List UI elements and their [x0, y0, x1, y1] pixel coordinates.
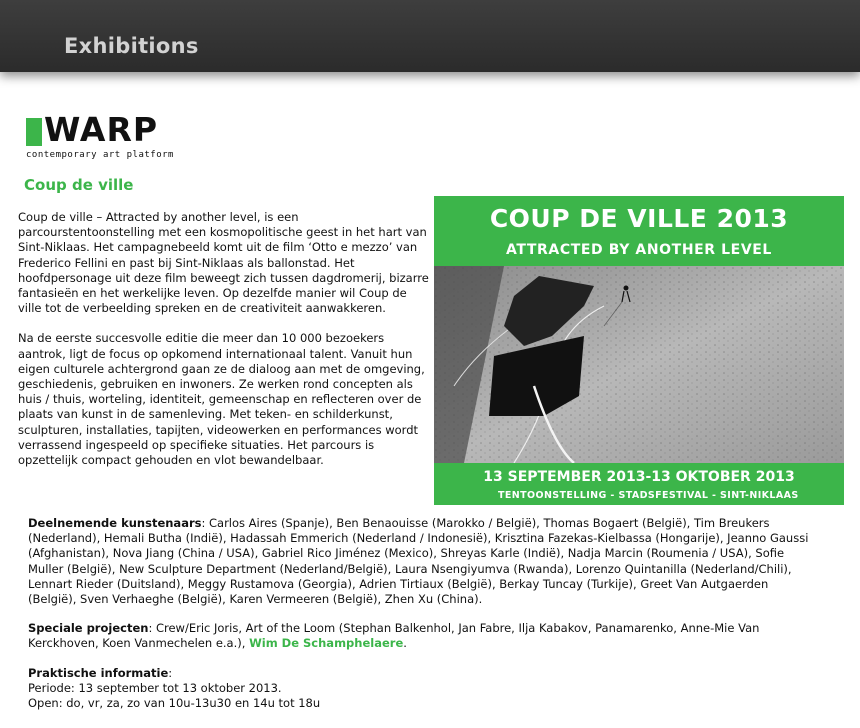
poster-title: COUP DE VILLE 2013: [489, 204, 789, 233]
details-text: [28, 516, 818, 725]
opening-hours-line: Open: do, vr, za, zo van 10u-13u30 en 14u tot 18u: [28, 696, 321, 711]
intro-paragraph-2: Na de eerste succesvolle editie die meer dan 10 000 bezoekers aantrok, ligt de focus op opkomend internationaal talent. Vanuit hun eigen culturele achtergrond gaan ze de dialoog aan met de omgeving, geschiedenis, gebruiken en inwoners. Ze werken rond concepten als huis / thuis, worteling, identiteit, gemeenschap en reflecteren over de plaats van kunst in de samenleving. Met teken- en schilderkunst, sculpturen, installaties, tapijten, videowerken en performances wordt verrassend ingespeeld op specifieke situaties. Het parcours is opzettelijk compact gehouden en vlot bewandelbaar.: [18, 331, 425, 468]
logo-green-bar: [26, 118, 42, 146]
page-title: Exhibitions: [64, 34, 199, 58]
poster-photo: [434, 266, 844, 463]
wim-de-schamphelaere-link[interactable]: Wim De Schamphelaere: [249, 636, 404, 651]
artists-label: Deelnemende kunstenaars: [28, 516, 202, 530]
special-projects-label: Speciale projecten: [28, 621, 149, 636]
artists-paragraph: [28, 516, 818, 607]
special-projects-paragraph: [28, 621, 818, 651]
special-projects-end: .: [403, 636, 407, 651]
poster-footer: TENTOONSTELLING - STADSFESTIVAL - SINT-NIKLAAS: [498, 490, 799, 501]
poster-dates: 13 SEPTEMBER 2013-13 OKTOBER 2013: [483, 469, 795, 485]
practical-info-colon: :: [168, 665, 173, 680]
special-projects-list: : Crew/Eric Joris, Art of the Loom (Stephan Balkenhol, Jan Fabre, Ilja Kabakov, Panamarenko, Anne-Mie Van Kerckhoven, Koen Vanmechelen e.a.),: [28, 621, 760, 651]
intro-paragraph-1: Coup de ville – Attracted by another level, is een parcourstentoonstelling met een kosmopolitische geest in het hart van Sint-Niklaas. Het campagnebeeld komt uit de film ‘Otto e mezzo’ van Frederico Fellini en past bij Sint-Niklaas als ballonstad. Het hoofdpersonage uit deze film beweegt zich tussen dagdromerij, bizarre fantasieën en het werkelijke leven. Op dezelfde manier wil Coup de ville tot de verbeelding spreken en de creativiteit aanwakkeren.: [18, 210, 429, 316]
header-bar: [0, 0, 860, 72]
logo-tagline: contemporary art platform: [26, 150, 174, 160]
practical-info-label: Praktische informatie: [28, 665, 169, 680]
logo-word: WARP: [44, 110, 159, 149]
intro-text: [18, 210, 433, 483]
practical-info-paragraph: [28, 666, 818, 712]
artists-list: : Carlos Aires (Spanje), Ben Benaouisse (Marokko / België), Thomas Bogaert (België), Tim Breukers (Nederland), Hemali Butha (Indië), Hadassah Emmerich (Nederland / Indonesië), Krisztina Fazekas-Kielbassa (Hongarije), Jeanno Gaussi (Afghanistan), Nova Jiang (China / USA), Gabriel Rico Jiménez (Mexico), Shreyas Karle (Indië), Nadja Marcin (Roumenia / USA), Sofie Muller (België), New Sculpture Department (Nederland/België), Laura Nsengiyumva (Rwanda), Lorenzo Quintanilla (Nederland/Chili), Lennart Rieder (Duitsland), Meggy Rustamova (Georgia), Adrien Tirtiaux (België), Berkay Tuncay (Turkije), Greet Van Autgaerden (België), Sven Verhaeghe (België), Karen Vermeeren (België), Zhen Xu (China).: [28, 516, 809, 607]
period-line: Periode: 13 september tot 13 oktober 2013.: [28, 680, 282, 695]
exhibition-title: Coup de ville: [24, 176, 134, 194]
warp-logo: [26, 110, 196, 164]
poster-subtitle: ATTRACTED BY ANOTHER LEVEL: [506, 242, 772, 258]
campaign-poster: [434, 196, 844, 505]
